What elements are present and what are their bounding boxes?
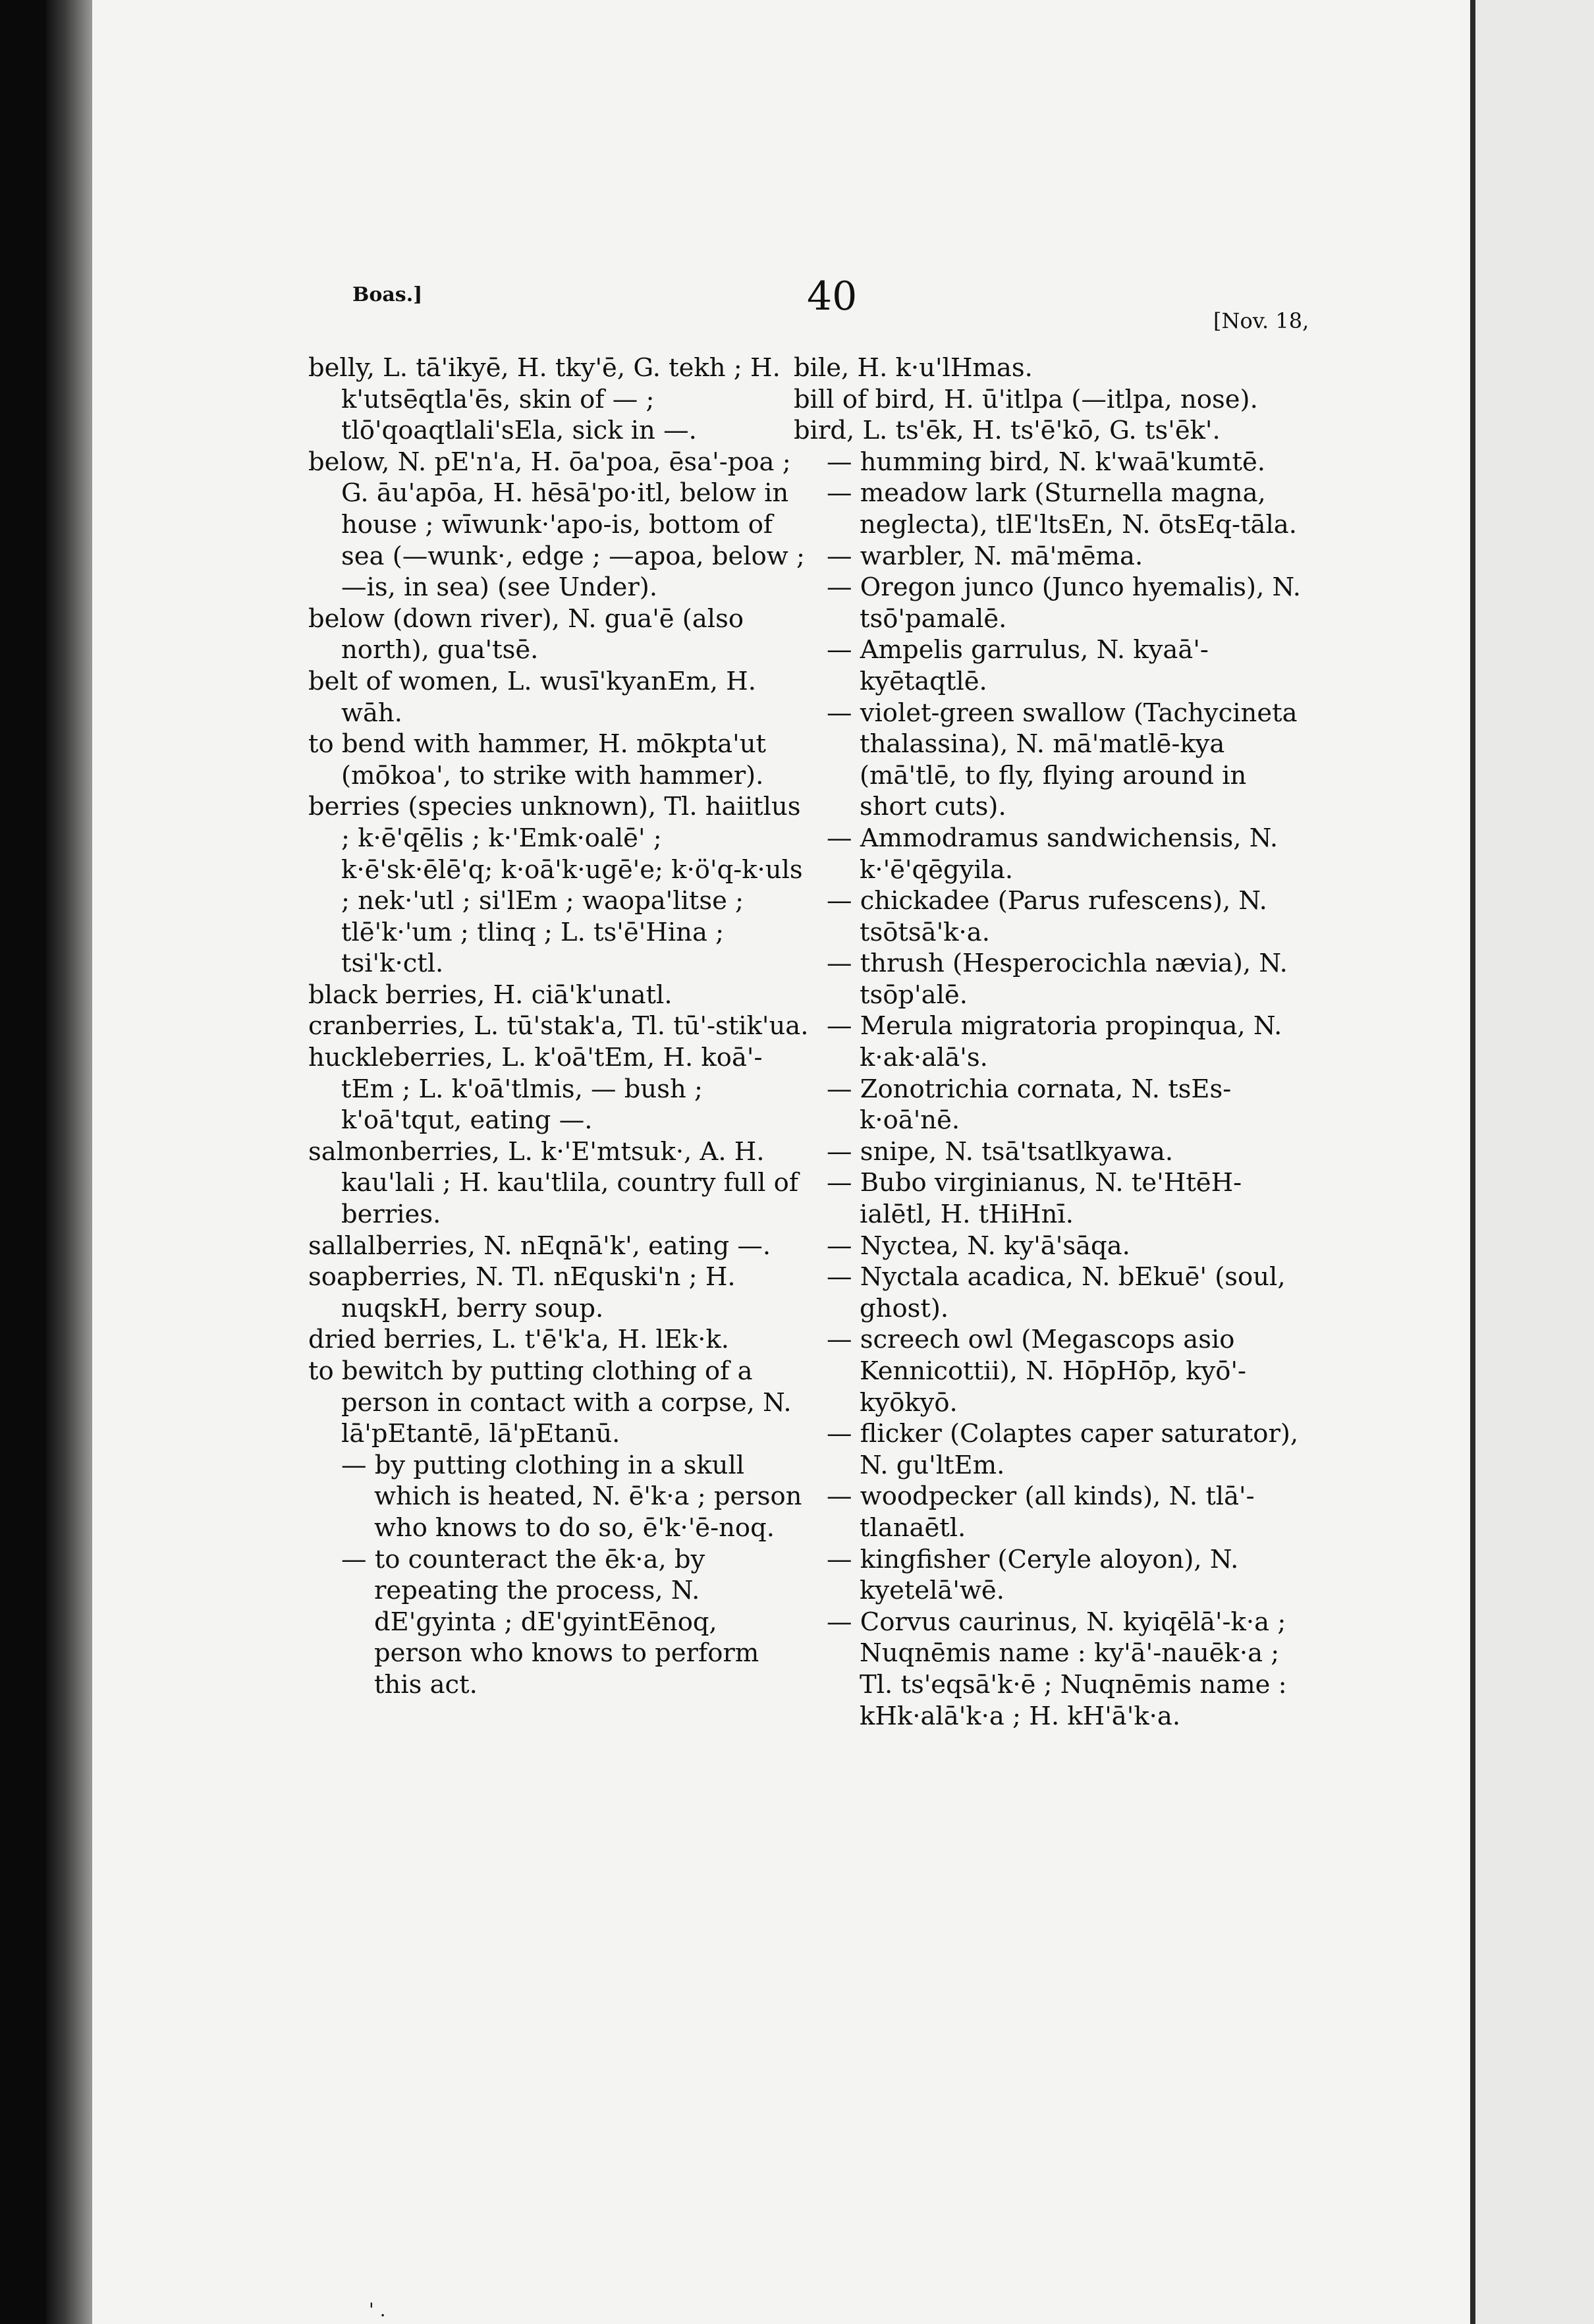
entry-dried-berries: dried berries, L. t'ē'k'a, H. lEk·k.	[308, 1325, 730, 1355]
left-column	[308, 352, 809, 1701]
running-head-author: Boas.]	[352, 283, 423, 306]
running-head-date: [Nov. 18,	[1213, 308, 1309, 333]
right-column	[794, 352, 1314, 1732]
entry-zonotrichia: — Zonotrichia cornata, N. tsEs-k·oā'nē.	[827, 1074, 1232, 1136]
entry-flicker: — flicker (Colaptes caper saturator), N. gu'ltEm.	[827, 1419, 1299, 1480]
entry-merula: — Merula migratoria propinqua, N. k·ak·alā's.	[827, 1011, 1282, 1073]
entry-below-down-river: below (down river), N. gua'ē (also north), gua'tsē.	[308, 603, 744, 665]
entry-bile: bile, H. k·u'lHmas.	[794, 353, 1033, 383]
entry-black-berries: black berries, H. ciā'k'unatl.	[308, 980, 673, 1010]
entry-ammodramus: — Ammodramus sandwichensis, N. k·'ē'qēgyila.	[827, 823, 1278, 885]
entry-oregon-junco: — Oregon junco (Junco hyemalis), N. tsō'pamalē.	[827, 572, 1302, 634]
entry-bewitch-skull: — by putting clothing in a skull which is heated, N. ē'k·a ; person who knows to do so, ē'k·'ē-noq.	[341, 1450, 802, 1543]
scan-bottom-mark: ' .	[369, 2299, 386, 2321]
entry-berries: berries (species unknown), Tl. haiitlus ; k·ē'qēlis ; k·'Emk·oalē' ; k·ē'sk·ēlē'q; k·oā'k·ugē'e; k·ö'q-k·uls ; nek·'utl ; si'lEm ; waopa'litse ; tlē'k·'um ; tlinq ; L. ts'ē'Hina ; tsi'k·ctl.	[308, 792, 803, 979]
entry-cranberries: cranberries, L. tū'stak'a, Tl. tū'-stik'ua.	[308, 1011, 809, 1041]
entry-swallow: — violet-green swallow (Tachycineta thalassina), N. mā'matlē-kya (mā'tlē, to fly, flying around in short cuts).	[827, 698, 1298, 822]
entry-bubo: — Bubo virginianus, N. te'HtēH-ialētl, H. tHiHnī.	[827, 1168, 1242, 1230]
entry-snipe: — snipe, N. tsā'tsatlkyawa.	[827, 1136, 1174, 1167]
entry-sallalberries: sallalberries, N. nEqnā'k', eating —.	[308, 1231, 771, 1261]
entry-belt: belt of women, L. wusī'kyanEm, H. wāh.	[308, 666, 756, 728]
entry-woodpecker: — woodpecker (all kinds), N. tlā'-tlanaētl.	[827, 1481, 1255, 1543]
entry-humming-bird: — humming bird, N. k'waā'kumtē.	[827, 447, 1266, 477]
entry-bend: to bend with hammer, H. mōkpta'ut (mōkoa', to strike with hammer).	[308, 729, 766, 790]
page-number: 40	[807, 273, 858, 319]
entry-belly: belly, L. tā'ikyē, H. tky'ē, G. tekh ; H. k'utsēqtla'ēs, skin of — ; tlō'qoaqtlali'sEla, sick in —.	[308, 353, 781, 446]
entry-screech-owl: — screech owl (Megascops asio Kennicottii), N. HōpHōp, kyō'-kyōkyō.	[827, 1325, 1247, 1418]
entry-below: below, N. pE'n'a, H. ōa'poa, ēsa'-poa ; G. āu'apōa, H. hēsā'po·itl, below in house ; wīwunk·'apo-is, bottom of sea (—wunk·, edge ; —apoa, below ; —is, in sea) (see Under).	[308, 447, 805, 603]
scan-right-margin	[1475, 0, 1594, 2324]
entry-chickadee: — chickadee (Parus rufescens), N. tsōtsā'k·a.	[827, 886, 1267, 947]
entry-warbler: — warbler, N. mā'mēma.	[827, 541, 1143, 571]
entry-bird: bird, L. ts'ēk, H. ts'ē'kō, G. ts'ēk'.	[794, 416, 1221, 446]
entry-bill-of-bird: bill of bird, H. ū'itlpa (—itlpa, nose).	[794, 384, 1258, 414]
scan-right-rule	[1470, 0, 1475, 2324]
entry-thrush: — thrush (Hesperocichla nævia), N. tsōp'alē.	[827, 949, 1288, 1010]
entry-salmonberries: salmonberries, L. k·'E'mtsuk·, A. H. kau'lali ; H. kau'tlila, country full of berries.	[308, 1136, 799, 1230]
entry-kingfisher: — kingfisher (Ceryle aloyon), N. kyetelā'wē.	[827, 1544, 1239, 1606]
entry-nyctea: — Nyctea, N. ky'ā'sāqa.	[827, 1231, 1130, 1261]
entry-bewitch: to bewitch by putting clothing of a person in contact with a corpse, N. lā'pEtantē, lā'pEtanū.	[308, 1356, 792, 1449]
entry-bewitch-counteract: — to counteract the ēk·a, by repeating the process, N. dE'gyinta ; dE'gyintEēnoq, person who knows to perform this act.	[341, 1544, 759, 1700]
scan-left-shadow	[46, 0, 92, 2324]
entry-ampelis: — Ampelis garrulus, N. kyaā'-kyētaqtlē.	[827, 635, 1209, 696]
entry-nyctala: — Nyctala acadica, N. bEkuē' (soul, ghost).	[827, 1262, 1286, 1323]
entry-meadow-lark: — meadow lark (Sturnella magna, neglecta), tlE'ltsEn, N. ōtsEq-tāla.	[827, 478, 1297, 540]
entry-corvus: — Corvus caurinus, N. kyiqēlā'-k·a ; Nuqnēmis name : ky'ā'-nauēk·a ; Tl. ts'eqsā'k·ē ; Nuqnēmis name : kHk·alā'k·a ; H. kH'ā'k·a.	[827, 1607, 1287, 1731]
entry-soapberries: soapberries, N. Tl. nEquski'n ; H. nuqskH, berry soup.	[308, 1262, 736, 1323]
entry-huckleberries: huckleberries, L. k'oā'tEm, H. koā'-tEm ; L. k'oā'tlmis, — bush ; k'oā'tqut, eating —.	[308, 1043, 763, 1136]
